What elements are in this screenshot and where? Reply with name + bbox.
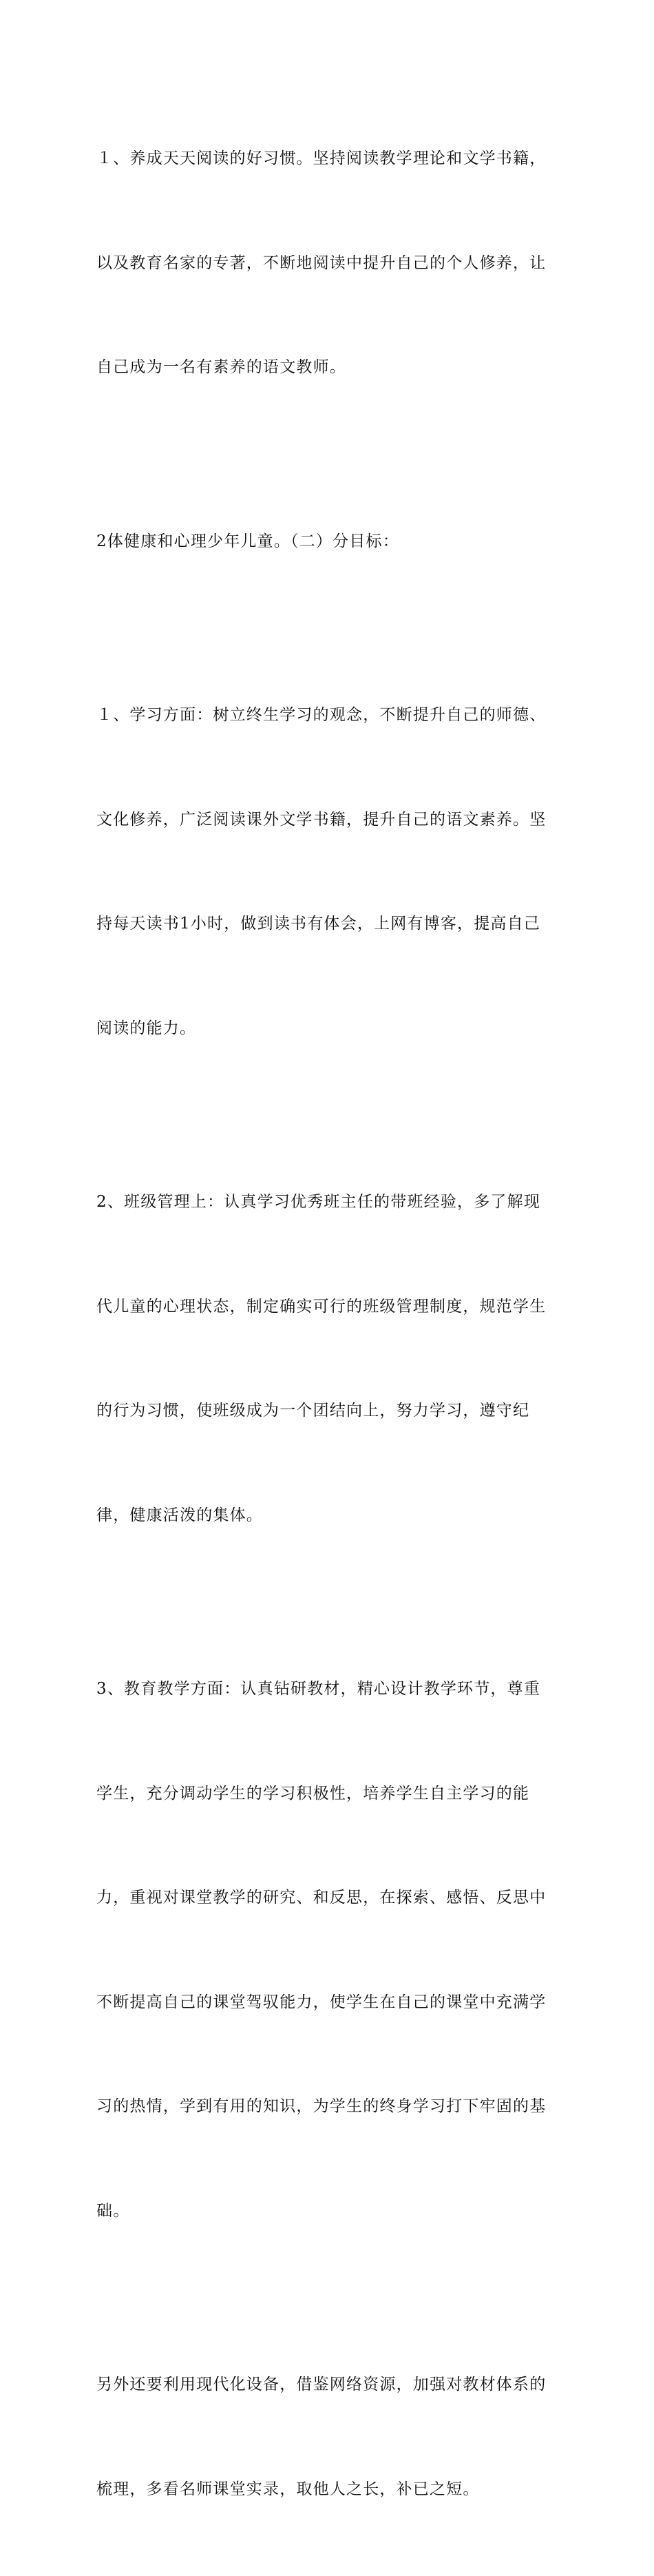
text-line: 律，健康活泼的集体。 (96, 1506, 263, 1524)
paragraph-sub-goals-heading (96, 455, 565, 629)
text-line: 力，重视对课堂教学的研究、和反思，在探索、感悟、反思中 (96, 1889, 547, 1907)
text-line: 2、班级管理上：认真学习优秀班主任的带班经验，多了解现 (96, 1193, 541, 1211)
paragraph-reading-habit (96, 72, 565, 455)
text-line: 持每天读书1小时，做到读书有体会，上网有博客，提高自己 (96, 915, 541, 933)
text-line: 文化修养，广泛阅读课外文学书籍，提升自己的语文素养。坚 (96, 810, 547, 829)
text-line: 础。 (96, 2201, 130, 2220)
text-line: 2体健康和心理少年儿童。（二）分目标： (96, 532, 399, 550)
paragraph-learning (96, 628, 565, 1115)
text-line: 梳理，多看名师课堂实录，取他人之长，补已之短。 (96, 2480, 480, 2498)
text-line: 学生，充分调动学生的学习积极性，培养学生自主学习的能 (96, 1784, 530, 1803)
text-line: 另外还要利用现代化设备，借鉴网络资源，加强对教材体系的 (96, 2376, 547, 2393)
text-line: １、养成天天阅读的好习惯。坚持阅读教学理论和文学书籍， (96, 149, 547, 167)
text-line: １、学习方面：树立终生学习的观念，不断提升自己的师德、 (96, 706, 547, 724)
paragraph-teaching (96, 1602, 565, 2298)
text-line: 习的热情，学到有用的知识，为学生的终身学习打下牢固的基 (96, 2097, 547, 2115)
text-line: 不断提高自己的课堂驾驭能力，使学生在自己的课堂中充满学 (96, 1993, 547, 2011)
paragraph-additional (96, 2298, 565, 2576)
text-line: 以及教育名家的专著，不断地阅读中提升自己的个人修养，让 (96, 253, 547, 272)
document-body (96, 72, 565, 2576)
text-line: 3、教育教学方面：认真钻研教材，精心设计教学环节，尊重 (96, 1680, 541, 1698)
paragraph-class-management (96, 1115, 565, 1602)
text-line: 自己成为一名有素养的语文教师。 (96, 358, 346, 376)
text-line: 阅读的能力。 (96, 1019, 197, 1037)
text-line: 代儿童的心理状态，制定确实可行的班级管理制度，规范学生 (96, 1297, 547, 1316)
text-line: 的行为习惯，使班级成为一个团结向上，努力学习，遵守纪 (96, 1402, 530, 1420)
